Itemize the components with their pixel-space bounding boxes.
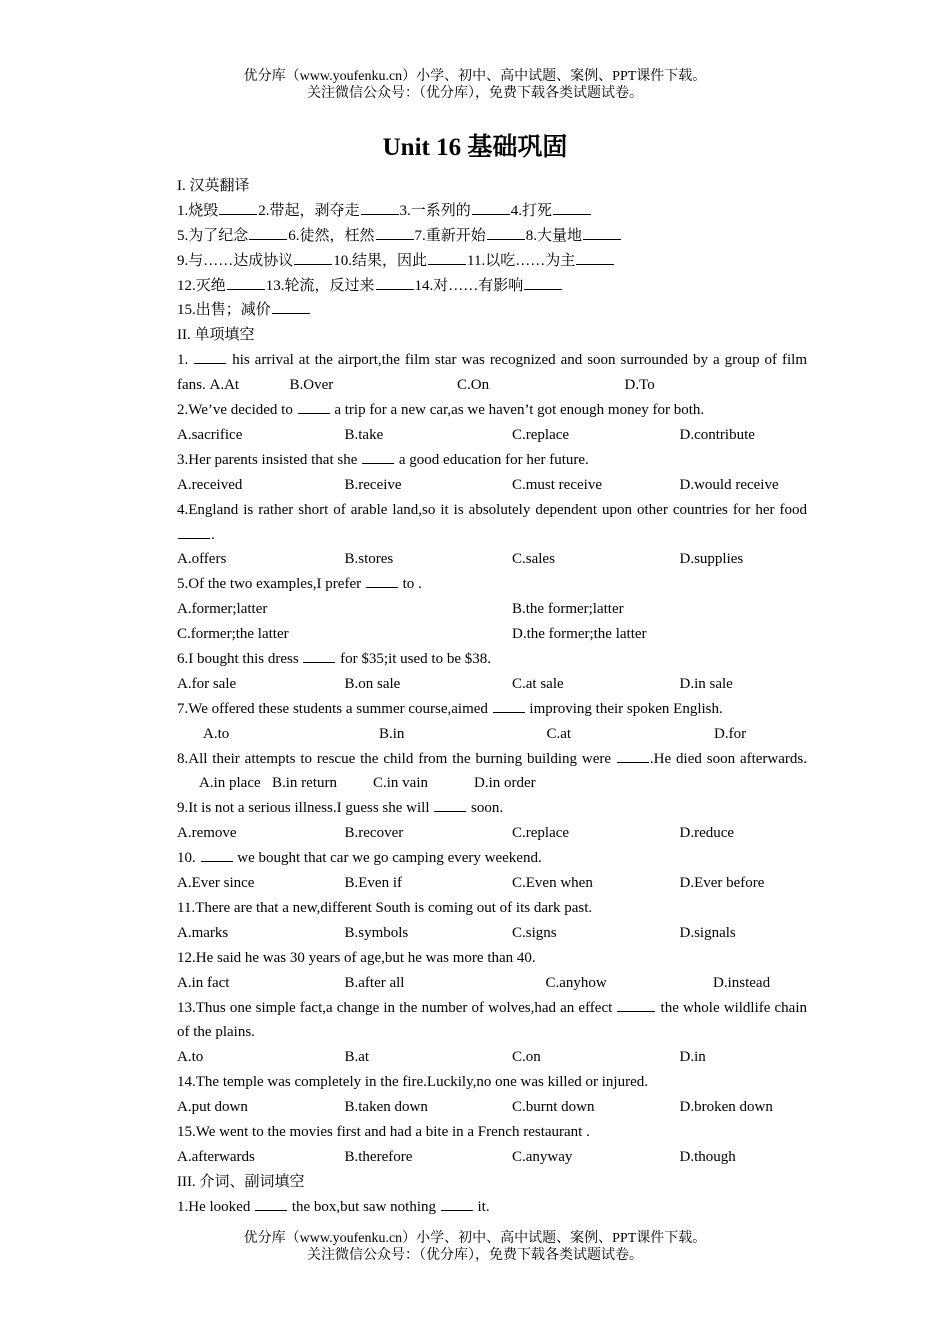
option-a: A.received	[177, 476, 243, 493]
answer-blank	[249, 225, 287, 240]
question-8	[177, 747, 807, 797]
option-b: B.recover	[344, 825, 404, 842]
translation-item: 8.大量地	[525, 227, 583, 244]
option-d: D.signals	[679, 924, 736, 941]
header-line-2: 关注微信公众号：（优分库），免费下载各类试题试卷。	[307, 86, 643, 101]
question-15: 15.We went to the movies first and had a bite in a French restaurant .	[177, 1123, 590, 1140]
option-b: B.therefore	[344, 1148, 413, 1165]
option-d: D.would receive	[679, 476, 779, 493]
footer-line-1: 优分库（www.youfenku.cn）小学、初中、高中试题、案例、PPT课件下载。	[243, 1231, 707, 1246]
translation-item: 5.为了纪念	[177, 227, 249, 244]
answer-blank	[361, 200, 399, 215]
options-row	[177, 547, 807, 572]
question-text: the box,but saw nothing	[288, 1198, 440, 1215]
option-d: D.supplies	[679, 551, 744, 568]
translation-item: 1.烧毁	[177, 202, 219, 219]
question-7	[177, 697, 807, 722]
option-a: A.afterwards	[177, 1148, 255, 1165]
answer-blank	[194, 349, 226, 364]
option-a: A.sacrifice	[177, 426, 243, 443]
question-text: 1.He looked	[177, 1198, 255, 1215]
option-c: C.on	[512, 1049, 541, 1066]
question-text: 1.	[177, 352, 194, 369]
answer-blank	[434, 797, 466, 812]
question-5	[177, 572, 807, 597]
option-d: D.reduce	[679, 825, 735, 842]
question-text: 4.England is rather short of arable land,so it is absolutely dependent upon other countries for her food	[177, 501, 807, 518]
answer-blank	[553, 200, 591, 215]
option-d: D.To	[624, 377, 655, 394]
translation-item: 12.灭绝	[177, 277, 226, 294]
options-row	[177, 672, 807, 697]
translation-row	[177, 224, 807, 249]
question-text: 7.We offered these students a summer course,aimed	[177, 700, 492, 717]
options-row	[177, 1145, 807, 1170]
translation-item: 11.以吃……为主	[467, 252, 576, 269]
option-a: A.marks	[177, 924, 229, 941]
option-b: B.Even if	[344, 875, 402, 892]
option-c: C.replace	[512, 426, 570, 443]
options-row	[177, 622, 807, 647]
answer-blank	[272, 299, 310, 314]
translation-item: 9.与……达成协议	[177, 252, 294, 269]
answer-blank	[493, 698, 525, 713]
answer-blank	[298, 399, 330, 414]
question-text: soon.	[467, 800, 504, 817]
question-text: for $35;it used to be $38.	[336, 650, 491, 667]
question-12: 12.He said he was 30 years of age,but he was more than 40.	[177, 949, 536, 966]
option-b: B.in return	[272, 775, 337, 792]
answer-blank	[576, 250, 614, 265]
option-a: A.in place	[199, 775, 261, 792]
option-b: B.after all	[344, 974, 405, 991]
answer-blank	[524, 275, 562, 290]
option-a: A.to	[203, 725, 230, 742]
options-row	[177, 1045, 807, 1070]
question-4	[177, 498, 807, 548]
option-c: C.burnt down	[512, 1099, 595, 1116]
question-text: we bought that car we go camping every weekend.	[233, 850, 542, 867]
option-a: A.to	[177, 1049, 204, 1066]
option-b: B.receive	[344, 476, 402, 493]
question-text: 2.We’ve decided to	[177, 402, 297, 419]
options-row	[177, 871, 807, 896]
option-c: C.On	[457, 377, 490, 394]
answer-blank	[428, 250, 466, 265]
option-d: D.in order	[474, 775, 536, 792]
question-text: .	[211, 526, 215, 543]
option-b: B.Over	[289, 377, 334, 394]
answer-blank	[362, 449, 394, 464]
question-14: 14.The temple was completely in the fire.Luckily,no one was killed or injured.	[177, 1074, 648, 1091]
question-13	[177, 996, 807, 1046]
translation-row	[177, 199, 807, 224]
option-c: C.anyhow	[545, 974, 607, 991]
question-text: .He died soon afterwards.	[649, 750, 808, 767]
option-a: A.remove	[177, 825, 237, 842]
option-b: B.at	[344, 1049, 370, 1066]
question-text: a good education for her future.	[395, 451, 589, 468]
option-b: B.symbols	[344, 924, 409, 941]
translation-item: 10.结果，因此	[333, 252, 428, 269]
option-d: D.contribute	[679, 426, 755, 443]
option-d: D.Ever before	[679, 875, 765, 892]
answer-blank	[366, 573, 398, 588]
translation-item: 6.徒然，枉然	[288, 227, 375, 244]
option-a: A.for sale	[177, 675, 237, 692]
answer-blank	[376, 275, 414, 290]
options-row	[177, 597, 807, 622]
translation-item: 14.对……有影响	[414, 277, 524, 294]
options-row	[177, 722, 807, 747]
option-c: C.former;the latter	[177, 626, 289, 643]
question-text: a trip for a new car,as we haven’t got enough money for both.	[330, 402, 705, 419]
translation-item: 2.带起，剥夺走	[258, 202, 360, 219]
section-heading: I. 汉英翻译	[177, 178, 250, 194]
option-a: A.At	[209, 377, 240, 394]
answer-blank	[255, 1196, 287, 1211]
options-row	[177, 473, 807, 498]
question-text: 3.Her parents insisted that she	[177, 451, 362, 468]
option-d: D.broken down	[679, 1099, 773, 1116]
translation-row	[177, 298, 807, 323]
question-3	[177, 448, 807, 473]
options-row	[177, 423, 807, 448]
question-text: 8.All their attempts to rescue the child from the burning building were	[177, 750, 616, 767]
options-row	[177, 1095, 807, 1120]
answer-blank	[472, 200, 510, 215]
answer-blank	[294, 250, 332, 265]
option-c: C.at sale	[512, 675, 564, 692]
page-footer	[0, 1230, 950, 1264]
answer-blank	[376, 225, 414, 240]
option-a: A.put down	[177, 1099, 248, 1116]
question-6	[177, 647, 807, 672]
answer-blank	[617, 997, 655, 1012]
answer-blank	[303, 648, 335, 663]
header-line-1: 优分库（www.youfenku.cn）小学、初中、高中试题、案例、PPT课件下载。	[243, 69, 707, 84]
question-9	[177, 796, 807, 821]
options-row	[177, 921, 807, 946]
answer-blank	[487, 225, 525, 240]
option-d: D.though	[679, 1148, 736, 1165]
option-a: A.offers	[177, 551, 227, 568]
translation-item: 15.出售；减价	[177, 302, 271, 319]
page-title: Unit 16 基础巩固	[382, 134, 568, 161]
option-d: D.the former;the latter	[512, 626, 647, 643]
question-2	[177, 398, 807, 423]
option-b: B.stores	[344, 551, 394, 568]
options-row	[177, 971, 807, 996]
question-text: 9.It is not a serious illness.I guess she will	[177, 800, 434, 817]
option-c: C.sales	[512, 551, 555, 568]
answer-blank	[617, 748, 649, 763]
options-row	[177, 821, 807, 846]
footer-line-2: 关注微信公众号：（优分库），免费下载各类试题试卷。	[307, 1248, 643, 1263]
option-b: B.taken down	[344, 1099, 428, 1116]
option-d: D.instead	[713, 974, 771, 991]
translation-row	[177, 274, 807, 299]
translation-row	[177, 249, 807, 274]
option-a: A.in fact	[177, 974, 230, 991]
question-text: 5.Of the two examples,I prefer	[177, 576, 365, 593]
answer-blank	[441, 1196, 473, 1211]
option-a: A.former;latter	[177, 601, 268, 618]
answer-blank	[227, 275, 265, 290]
translation-item: 3.一系列的	[399, 202, 471, 219]
question-text: 6.I bought this dress	[177, 650, 303, 667]
option-a: A.Ever since	[177, 875, 255, 892]
question-text: improving their spoken English.	[525, 700, 723, 717]
answer-blank	[583, 225, 621, 240]
question-text: the whole wildlife chain of the plains.	[177, 999, 807, 1041]
page-header	[0, 68, 950, 102]
question-text: it.	[473, 1198, 490, 1215]
option-d: D.in sale	[679, 675, 733, 692]
option-b: B.take	[344, 426, 384, 443]
question-11: 11.There are that a new,different South is coming out of its dark past.	[177, 899, 593, 916]
option-b: B.in	[379, 725, 405, 742]
option-b: B.the former;latter	[512, 601, 624, 618]
option-c: C.anyway	[512, 1148, 573, 1165]
answer-blank	[201, 847, 233, 862]
answer-blank	[178, 524, 210, 539]
option-d: D.for	[714, 725, 747, 742]
worksheet-body	[177, 174, 807, 1220]
option-d: D.in	[679, 1049, 706, 1066]
translation-item: 7.重新开始	[414, 227, 486, 244]
option-c: C.must receive	[512, 476, 602, 493]
translation-item: 13.轮流，反过来	[265, 277, 375, 294]
option-c: C.replace	[512, 825, 570, 842]
option-c: C.at	[546, 725, 572, 742]
question-text: 13.Thus one simple fact,a change in the number of wolves,had an effect	[177, 999, 617, 1016]
option-b: B.on sale	[344, 675, 401, 692]
translation-item: 4.打死	[510, 202, 553, 219]
question-text: 10.	[177, 850, 200, 867]
question-1	[177, 348, 807, 398]
option-c: C.in vain	[373, 775, 428, 792]
question-1	[177, 1195, 807, 1220]
question-10	[177, 846, 807, 871]
section-heading: III. 介词、副词填空	[177, 1173, 305, 1190]
section-heading: II. 单项填空	[177, 327, 255, 344]
option-c: C.signs	[512, 924, 557, 941]
option-c: C.Even when	[512, 875, 593, 892]
question-text: to .	[398, 576, 422, 593]
answer-blank	[219, 200, 257, 215]
question-text: his arrival at the airport,the film star was recognized and soon surrounded by a group of film fans.	[177, 352, 808, 394]
